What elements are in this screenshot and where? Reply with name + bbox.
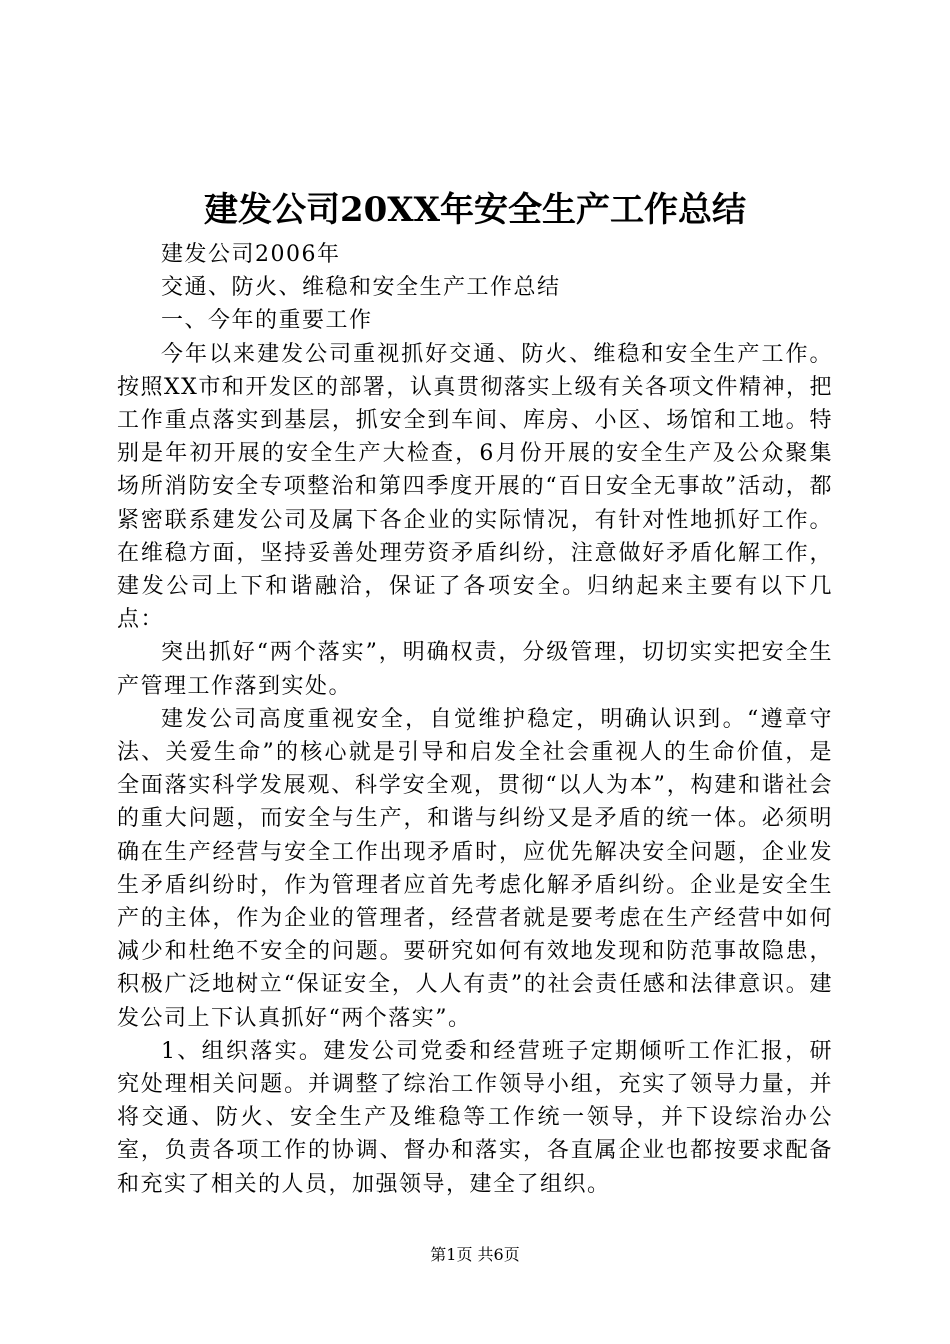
document-title: 建发公司20XX年安全生产工作总结 — [203, 190, 747, 230]
paragraph-overview: 今年以来建发公司重视抓好交通、防火、维稳和安全生产工作。按照XX市和开发区的部署，认真贯彻落实上级有关各项文件精神，把工作重点落实到基层，抓安全到车间、库房、小区、场馆和工地。特别是年初开展的安全生产大检查，6月份开展的安全生产及公众聚集场所消防安全专项整治和第四季度开展的“百日安全无事故”活动，都紧密联系建发公司及属下各企业的实际情况，有针对性地抓好工作。在维稳方面，坚持妥善处理劳资矛盾纠纷，注意做好矛盾化解工作，建发公司上下和谐融洽，保证了各项安全。归纳起来主要有以下几点： — [117, 341, 833, 633]
page-footer: 第1页 共6页 — [430, 1245, 520, 1264]
paragraph-two-implementations: 突出抓好“两个落实”，明确权责，分级管理，切切实实把安全生产管理工作落到实处。 — [117, 640, 833, 699]
document-body — [117, 238, 833, 1201]
paragraph-company-year: 建发公司2006年 — [161, 242, 341, 267]
section-heading-important-work: 一、今年的重要工作 — [161, 308, 373, 334]
paragraph-subtitle: 交通、防火、维稳和安全生产工作总结 — [161, 275, 561, 301]
paragraph-safety-awareness: 建发公司高度重视安全，自觉维护稳定，明确认识到。“遵章守法、关爱生命”的核心就是引导和启发全社会重视人的生命价值，是全面落实科学发展观、科学安全观，贯彻“以人为本”，构建和谐社会的重大问题，而安全与生产，和谐与纠纷又是矛盾的统一体。必须明确在生产经营与安全工作出现矛盾时，应优先解决安全问题，企业发生矛盾纠纷时，作为管理者应首先考虑化解矛盾纠纷。企业是安全生产的主体，作为企业的管理者，经营者就是要考虑在生产经营中如何减少和杜绝不安全的问题。要研究如何有效地发现和防范事故隐患，积极广泛地树立“保证安全，人人有责”的社会责任感和法律意识。建发公司上下认真抓好“两个落实”。 — [117, 706, 833, 1031]
paragraph-organization: 1、组织落实。建发公司党委和经营班子定期倾听工作汇报，研究处理相关问题。并调整了综治工作领导小组，充实了领导力量，并将交通、防火、安全生产及维稳等工作统一领导，并下设综治办公室，负责各项工作的协调、督办和落实，各直属企业也都按要求配备和充实了相关的人员，加强领导，建全了组织。 — [117, 1038, 833, 1197]
